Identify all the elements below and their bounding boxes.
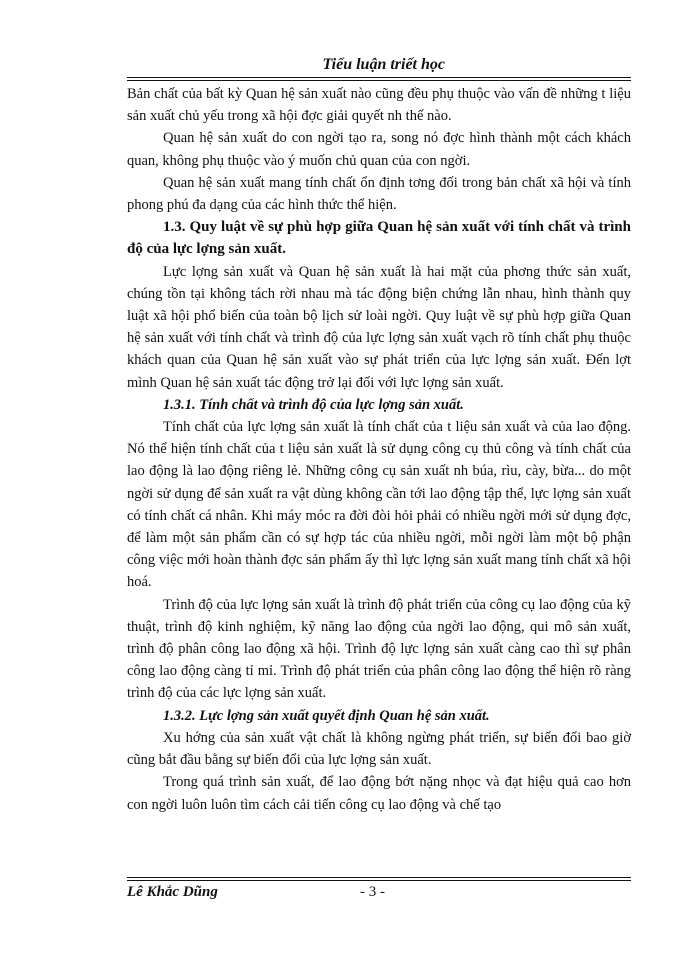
footer-rule [127,877,631,878]
footer-rule-thin [127,880,631,881]
section-heading-1-3-1: 1.3.1. Tính chất và trình độ của lực lợng sản xuất. [163,396,464,413]
paragraph-4: Lực lợng sản xuất và Quan hệ sản xuất là hai mặt của phơng thức sản xuất, chúng tồn tại không tách rời nhau mà tác động biện chứng lẫn nhau, hình thành quy luật xã hội phổ biến của toàn bộ lịch sử loài ngời. Quy luật về sự phù hợp giữa Quan hệ sản xuất với tính chất và trình độ của lực lợng sản xuất vạch rõ tính chất phụ thuộc khách quan của Quan hệ sản xuất vào sự phát triển của lực lợng sản xuất. Đến lợt mình Quan hệ sản xuất tác động trở lại đối với lực lợng sản xuất. [127,263,631,391]
section-heading-1-3: 1.3. Quy luật về sự phù hợp giữa Quan hệ sản xuất với tính chất và trình độ của lực lợng sản xuất. [127,219,631,258]
header-rule [127,77,631,78]
body-text [127,83,631,816]
paragraph-6: Trình độ của lực lợng sản xuất là trình độ phát triển của công cụ lao động của kỹ thuật, trình độ kinh nghiệm, kỹ năng lao động của ngời lao động, qui mô sản xuất, trình độ phân công lao động xã hội. Trình độ lực lợng sản xuất càng cao thì sự phân công lao động càng tỉ mỉ. Trình độ phát triển của phân công lao động thể hiện rõ ràng trình độ của các lực lợng sản xuất. [127,596,631,702]
page-number: - 3 - [360,884,385,900]
paragraph-1: Bản chất của bất kỳ Quan hệ sản xuất nào cũng đều phụ thuộc vào vấn đề những t liệu sản xuất chủ yếu trong xã hội đợc giải quyết nh thế nào. [127,86,631,125]
paragraph-7: Xu hớng của sản xuất vật chất là không ngừng phát triển, sự biến đổi bao giờ cũng bắt đầu bằng sự biến đổi của lực lợng sản xuất. [127,729,631,769]
section-heading-1-3-2: 1.3.2. Lực lợng sản xuất quyết định Quan hệ sản xuất. [163,707,490,724]
running-header: Tiểu luận triết học [322,56,445,73]
paragraph-5: Tính chất của lực lợng sản xuất là tính chất của t liệu sản xuất và của lao động. Nó thể hiện tính chất của t liệu sản xuất là sử dụng công cụ thủ công và tính chất của lao động là lao động riêng lẻ. Những công cụ sản xuất nh búa, rìu, cày, bừa... do một ngời sử dụng để sản xuất ra vật dùng không cần tới lao động tập thể, lực lợng sản xuất có tính chất cá nhân. Khi máy móc ra đời đòi hỏi phải có nhiều ngời mới sử dụng đợc, để làm một sản phẩm cần có sự hợp tác của nhiều ngời, mỗi ngời làm một bộ phận công việc mới hoàn thành đợc sản phẩm ấy thì lực lợng sản xuất mang tính chất xã hội hoá. [127,419,631,591]
header-rule-thin [127,80,631,81]
paragraph-2: Quan hệ sản xuất do con ngời tạo ra, song nó đợc hình thành một cách khách quan, không phụ thuộc vào ý muốn chủ quan của con ngời. [127,130,631,169]
paragraph-3: Quan hệ sản xuất mang tính chất ổn định tơng đối trong bản chất xã hội và tính phong phú đa dạng của các hình thức thể hiện. [127,174,631,214]
paragraph-8: Trong quá trình sản xuất, để lao động bớt nặng nhọc và đạt hiệu quả cao hơn con ngời luôn luôn tìm cách cải tiến công cụ lao động và chế tạo [127,774,631,813]
footer-author: Lê Khắc Dũng [127,884,218,900]
